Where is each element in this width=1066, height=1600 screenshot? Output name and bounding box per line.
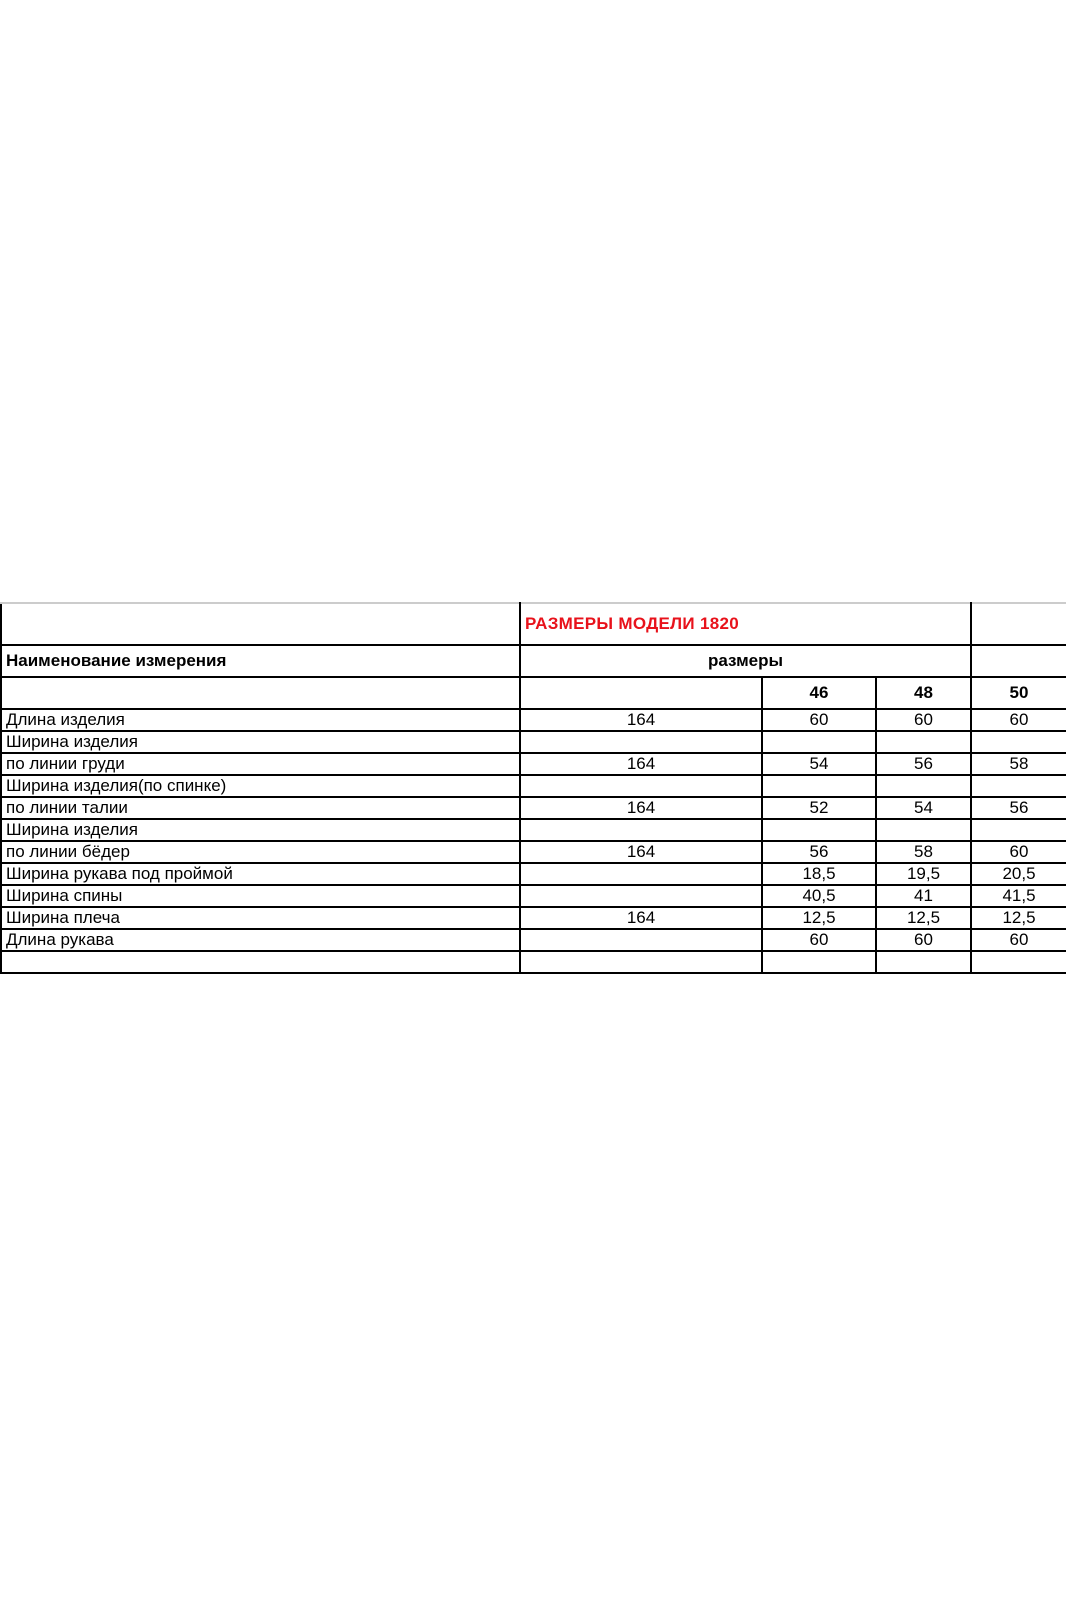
value-size-48 <box>876 731 971 753</box>
table-title: РАЗМЕРЫ МОДЕЛИ 1820 <box>520 603 971 645</box>
measurement-label: Ширина изделия <box>1 731 520 753</box>
value-size-46: 60 <box>762 709 876 731</box>
table-row <box>1 753 1066 775</box>
size-50: 50 <box>971 677 1066 709</box>
table-row <box>1 709 1066 731</box>
value-size-50: 60 <box>971 709 1066 731</box>
measurement-label: Ширина спины <box>1 885 520 907</box>
height-value: 164 <box>520 907 762 929</box>
measurement-label: по линии бёдер <box>1 841 520 863</box>
value-size-46 <box>762 951 876 973</box>
table-row <box>1 775 1066 797</box>
table-row <box>1 885 1066 907</box>
measurement-label: Ширина изделия <box>1 819 520 841</box>
height-value <box>520 885 762 907</box>
value-size-48: 54 <box>876 797 971 819</box>
value-size-46: 52 <box>762 797 876 819</box>
measurement-label: Ширина изделия(по спинке) <box>1 775 520 797</box>
value-size-48: 58 <box>876 841 971 863</box>
value-size-50: 12,5 <box>971 907 1066 929</box>
height-value: 164 <box>520 753 762 775</box>
value-size-46: 60 <box>762 929 876 951</box>
measurement-label: по линии талии <box>1 797 520 819</box>
title-blank-cell <box>1 603 520 645</box>
height-value <box>520 951 762 973</box>
height-value <box>520 731 762 753</box>
size-chart <box>0 602 1066 974</box>
value-size-48: 41 <box>876 885 971 907</box>
value-size-50: 58 <box>971 753 1066 775</box>
value-size-46 <box>762 819 876 841</box>
value-size-46 <box>762 731 876 753</box>
size-row-label-cell <box>1 677 520 709</box>
measurement-label: Ширина плеча <box>1 907 520 929</box>
value-size-50 <box>971 819 1066 841</box>
table-row <box>1 929 1066 951</box>
header-row <box>1 645 1066 677</box>
value-size-46: 56 <box>762 841 876 863</box>
value-size-48: 19,5 <box>876 863 971 885</box>
size-48: 48 <box>876 677 971 709</box>
measurement-label: Ширина рукава под проймой <box>1 863 520 885</box>
table-row <box>1 841 1066 863</box>
height-value <box>520 929 762 951</box>
value-size-46: 12,5 <box>762 907 876 929</box>
value-size-50 <box>971 951 1066 973</box>
size-numbers-row <box>1 677 1066 709</box>
title-corner-cell <box>971 603 1066 645</box>
value-size-46: 18,5 <box>762 863 876 885</box>
size-table <box>0 602 1066 974</box>
value-size-48 <box>876 819 971 841</box>
table-row <box>1 951 1066 973</box>
size-46: 46 <box>762 677 876 709</box>
height-value <box>520 775 762 797</box>
measurement-label: Длина рукава <box>1 929 520 951</box>
height-value: 164 <box>520 709 762 731</box>
value-size-48 <box>876 775 971 797</box>
measurement-name-header: Наименование измерения <box>1 645 520 677</box>
value-size-46: 40,5 <box>762 885 876 907</box>
value-size-48: 60 <box>876 929 971 951</box>
height-value <box>520 863 762 885</box>
sizes-header-extra <box>971 645 1066 677</box>
table-row <box>1 907 1066 929</box>
height-value <box>520 819 762 841</box>
height-value: 164 <box>520 797 762 819</box>
value-size-48: 60 <box>876 709 971 731</box>
measurement-label <box>1 951 520 973</box>
value-size-46: 54 <box>762 753 876 775</box>
value-size-50: 20,5 <box>971 863 1066 885</box>
value-size-50 <box>971 731 1066 753</box>
value-size-46 <box>762 775 876 797</box>
table-row <box>1 731 1066 753</box>
table-row <box>1 863 1066 885</box>
table-row <box>1 819 1066 841</box>
value-size-48: 56 <box>876 753 971 775</box>
value-size-50: 41,5 <box>971 885 1066 907</box>
value-size-50: 60 <box>971 841 1066 863</box>
size-row-height-cell <box>520 677 762 709</box>
value-size-50 <box>971 775 1066 797</box>
title-row <box>1 603 1066 645</box>
height-value: 164 <box>520 841 762 863</box>
sizes-header: размеры <box>520 645 971 677</box>
value-size-48: 12,5 <box>876 907 971 929</box>
value-size-48 <box>876 951 971 973</box>
measurement-label: по линии груди <box>1 753 520 775</box>
table-row <box>1 797 1066 819</box>
value-size-50: 60 <box>971 929 1066 951</box>
measurement-label: Длина изделия <box>1 709 520 731</box>
value-size-50: 56 <box>971 797 1066 819</box>
